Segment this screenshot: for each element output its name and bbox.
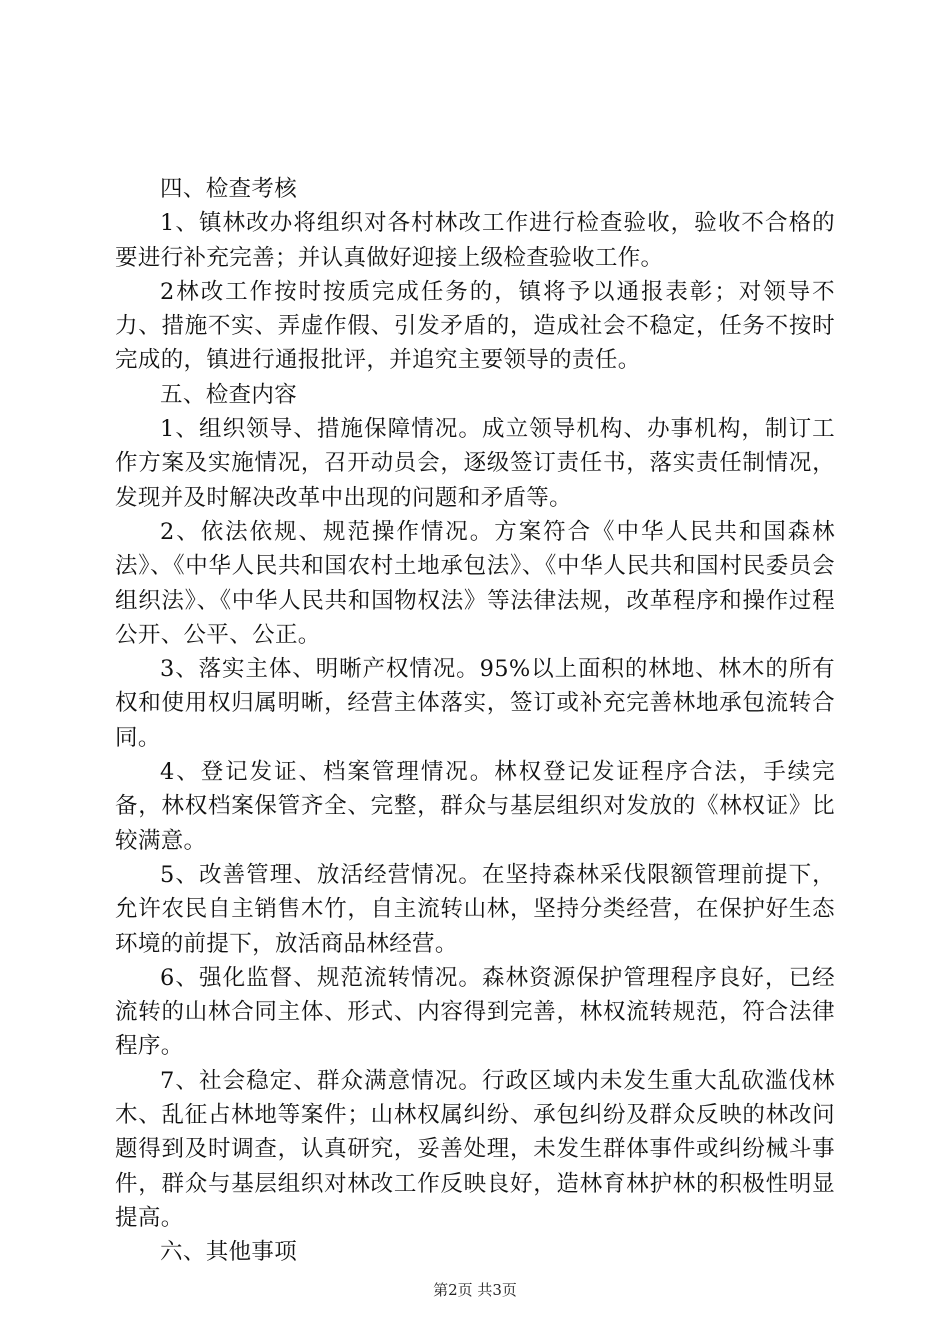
paragraph-social-stability: 7、社会稳定、群众满意情况。行政区域内未发生重大乱砍滥伐林木、乱征占林地等案件；山林权属纠纷、承包纠纷及群众反映的林改问题得到及时调查，认真研究，妥善处理，未发生群体事件或纠纷械斗事件，群众与基层组织对林改工作反映良好，造林育林护林的积极性明显提高。	[115, 1067, 835, 1231]
section-heading-inspection-content: 五、检查内容	[160, 381, 298, 408]
paragraph-commendation-criticism: 2林改工作按时按质完成任务的，镇将予以通报表彰；对领导不力、措施不实、弄虚作假、引发矛盾的，造成社会不稳定，任务不按时完成的，镇进行通报批评，并追究主要领导的责任。	[115, 278, 835, 374]
page-number-footer: 第2页 共3页	[433, 1281, 517, 1299]
paragraph-lawful-operation: 2、依法依规、规范操作情况。方案符合《中华人民共和国森林法》、《中华人民共和国农村土地承包法》、《中华人民共和国村民委员会组织法》、《中华人民共和国物权法》等法律法规，改革程序和操作过程公开、公平、公正。	[115, 518, 835, 648]
section-heading-other-matters: 六、其他事项	[160, 1239, 298, 1266]
paragraph-management-operation: 5、改善管理、放活经营情况。在坚持森林采伐限额管理前提下，允许农民自主销售木竹，自主流转山林，坚持分类经营，在保护好生态环境的前提下，放活商品林经营。	[115, 861, 835, 957]
section-heading-inspection-assessment: 四、检查考核	[160, 176, 298, 202]
paragraph-organization-leadership: 1、组织领导、措施保障情况。成立领导机构、办事机构，制订工作方案及实施情况，召开动员会，逐级签订责任书，落实责任制情况，发现并及时解决改革中出现的问题和矛盾等。	[115, 416, 835, 511]
document-body	[115, 172, 835, 1270]
paragraph-property-rights: 3、落实主体、明晰产权情况。95%以上面积的林地、林木的所有权和使用权归属明晰，经营主体落实，签订或补充完善林地承包流转合同。	[115, 656, 835, 751]
paragraph-inspection-acceptance: 1、镇林改办将组织对各村林改工作进行检查验收，验收不合格的要进行补充完善；并认真做好迎接上级检查验收工作。	[115, 210, 835, 271]
paragraph-registration-archives: 4、登记发证、档案管理情况。林权登记发证程序合法，手续完备，林权档案保管齐全、完整，群众与基层组织对发放的《林权证》比较满意。	[115, 759, 835, 854]
paragraph-supervision-transfer: 6、强化监督、规范流转情况。森林资源保护管理程序良好，已经流转的山林合同主体、形式、内容得到完善，林权流转规范，符合法律程序。	[115, 964, 835, 1060]
